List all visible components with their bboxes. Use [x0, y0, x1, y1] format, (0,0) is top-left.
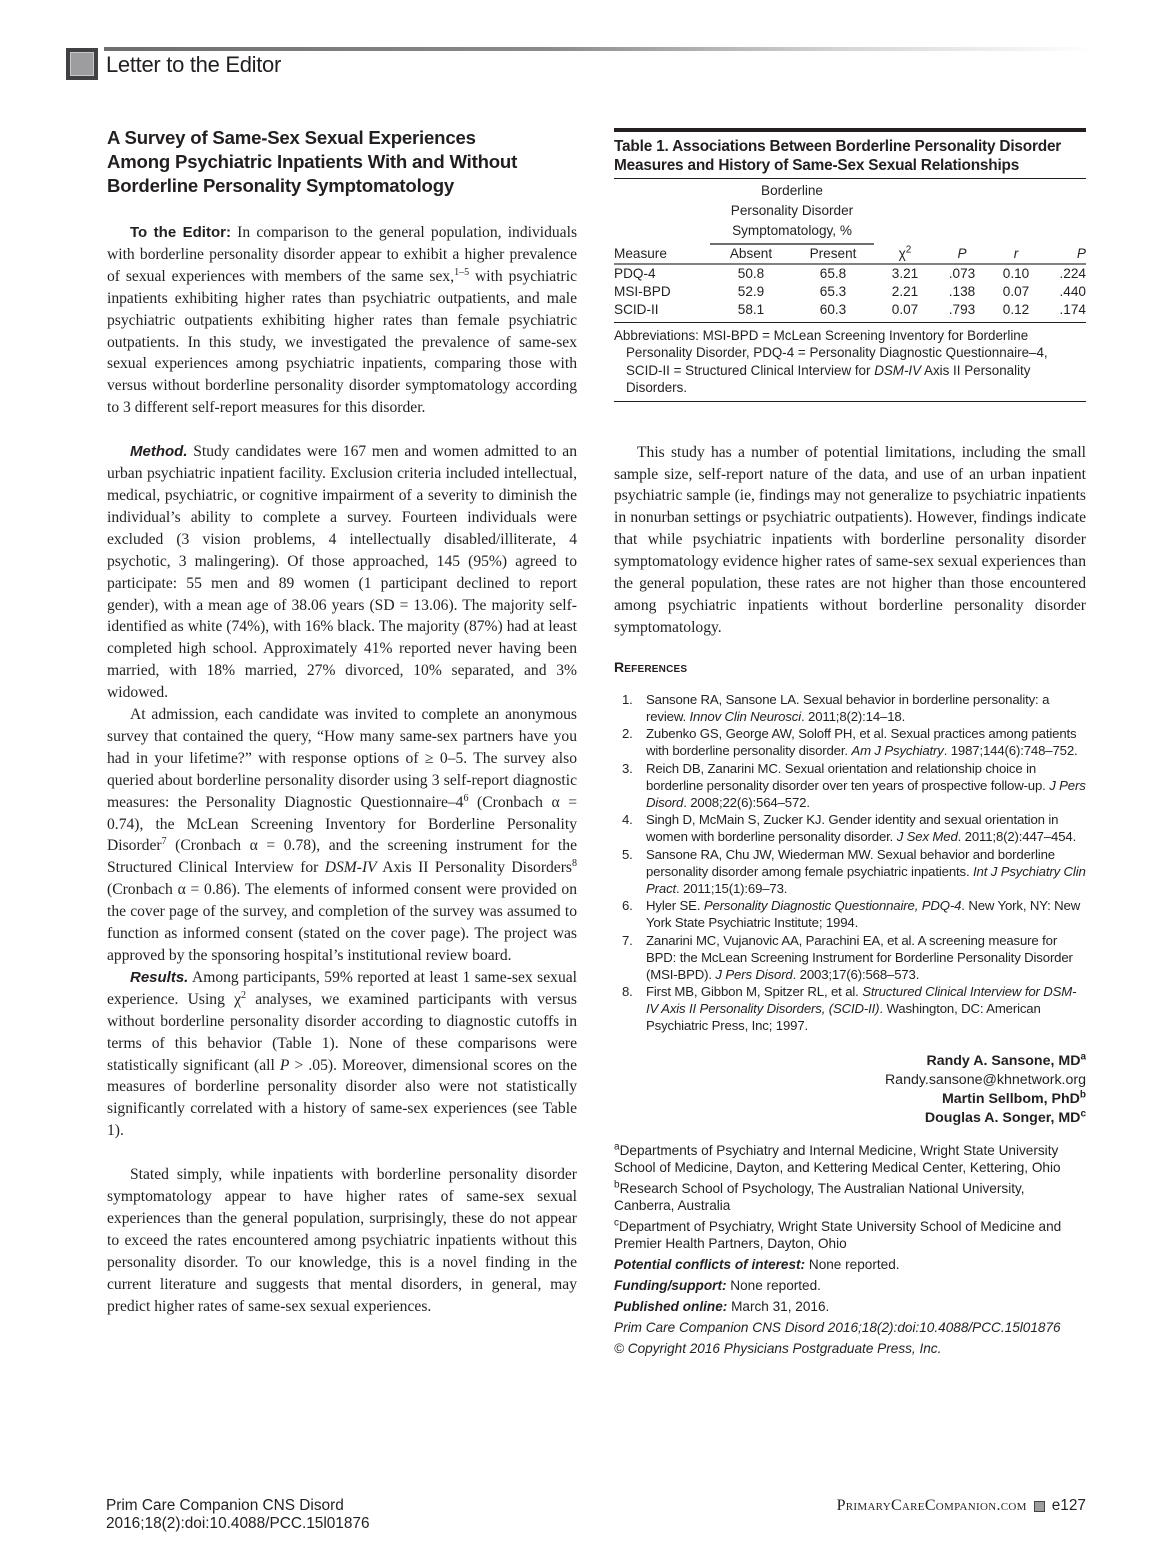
- citation-line: Prim Care Companion CNS Disord 2016;18(2):doi:10.4088/PCC.15l01876: [614, 1320, 1061, 1336]
- table-abbreviations: Abbreviations: MSI-BPD = McLean Screening Inventory for Borderline Personality Disorder, PDQ-4 = Personality Diagnostic Questionnaire–4, SCID-II = Structured Clinical Interview for DSM-IV Axis II Personality Disorders.: [614, 328, 1048, 396]
- author-name: Martin Sellbom, PhD$^b$: [941, 1089, 1086, 1108]
- affiliation-item: $^c$Department of Psychiatry, Wright State University School of Medicine and Premier Health Partners, Dayton, Ohio: [614, 1217, 1062, 1252]
- group-header-row: [614, 179, 1086, 245]
- conflicts-line: Potential conflicts of interest: None reported.: [614, 1257, 900, 1273]
- intro-paragraph: To the Editor: In comparison to the general population, individuals with borderline personality disorder appear to exhibit a higher prevalence of sexual experiences with members of the same sex,$^{1-5}$ with psychiatric inpatients exhibiting higher rates than psychiatric outpatients, and male psychiatric outpatients exhibiting higher rates than female psychiatric outpatients. In this study, we investigated the prevalence of same-sex sexual experiences among psychiatric inpatients, comparing those with versus without borderline personality disorder symptomatology according to 3 different self-report measures for this disorder.: [107, 224, 578, 417]
- reference-item: 8. First MB, Gibbon M, Spitzer RL, et al. Structured Clinical Interview for DSM-IV Axis II Personality Disorders, (SCID-II). Washington, DC: American Psychiatric Press, Inc; 1997.: [622, 984, 1077, 1034]
- results-paragraph: Results. Among participants, 59% reported at least 1 same-sex sexual experience. Using $\chi^2$ analyses, we examined participants with versus without borderline personality disorder according to diagnostic cutoffs in terms of this behavior (Table 1). None of these comparisons were statistically significant (all P > .05). Moreover, dimensional scores on the measures of borderline personality disorder also were not statistically significantly correlated with a history of same-sex experiences (see Table 1).: [107, 968, 577, 1140]
- funding-line: Funding/support: None reported.: [614, 1278, 821, 1294]
- admission-paragraph: At admission, each candidate was invited to complete an anonymous survey that contained the query, “How many same-sex partners have you had in your lifetime?” with response options of ≥ 0–5. The survey also queried about borderline personality disorder using 3 self-report diagnostic measures: the Personality Diagnostic Questionnaire–$4^6$ (Cronbach α = 0.74), the McLean Screening Inventory for Borderline Personality Disorder$^7$ (Cronbach α = 0.78), and the screening instrument for the Structured Clinical Interview for DSM-IV Axis II Personality Disorders$^8$ (Cronbach α = 0.86). The elements of informed consent were provided on the cover page of the survey, and completion of the survey was assumed to function as informed consent (stated on the cover page). The project was approved by the sponsoring hospital’s institutional review board.: [107, 706, 577, 964]
- data-table: [614, 179, 1086, 319]
- reference-item: 2. Zubenko GS, George AW, Soloff PH, et al. Sexual practices among patients with borderline personality disorder. Am J Psychiatry. 1987;144(6):748–752.: [622, 726, 1078, 759]
- footer-site-link[interactable]: PrimaryCareCompanion.com: [836, 1497, 1027, 1514]
- reference-item: 6. Hyler SE. Personality Diagnostic Questionnaire, PDQ-4. New York, NY: New York State Psychiatric Institute; 1994.: [622, 898, 1081, 931]
- col-r: r: [1013, 246, 1019, 261]
- reference-item: 7. Zanarini MC, Vujanovic AA, Parachini EA, et al. A screening measure for BPD: the McLean Screening Instrument for Borderline Personality Disorder (MSI-BPD). J Pers Disord. 2003;17(6):568–573.: [622, 932, 1073, 982]
- affiliation-item: $^b$Research School of Psychology, The Australian National University, Canberra, Australia: [614, 1179, 1025, 1214]
- author-name: Douglas A. Songer, $MD^c$: [924, 1108, 1086, 1127]
- col-p2: P: [1076, 246, 1086, 261]
- method-paragraph: Method. Study candidates were 167 men and women admitted to an urban psychiatric inpatient facility. Exclusion criteria included intellectual, medical, psychiatric, or cognitive impairment of a severity to diminish the individual’s ability to complete a survey. Fourteen individuals were excluded (3 vision problems, 4 intellectually disabled/illiterate, 4 psychotic, 3 malingering). Of those approached, 145 (95%) agreed to participate: 55 men and 89 women (1 participant declined to report gender), with a mean age of 38.06 years (SD = 13.06). The majority self-identified as white (74%), with 16% black. The majority (87%) had at least completed high school. Approximately 41% reported never having been married, with 18% married, 27% divorced, 10% separated, and 3% widowed.: [107, 443, 577, 702]
- table-row: MSI-BPD 52.9 65.3 2.21 .138 0.07 .440: [614, 284, 1086, 299]
- references-heading: References: [614, 658, 688, 675]
- page-number: e127: [1051, 1497, 1086, 1514]
- affiliation-item: $^a$Departments of Psychiatry and Internal Medicine, Wright State University School of Medicine, Dayton, and Kettering Medical Center, Kettering, Ohio: [614, 1141, 1061, 1176]
- published-line: Published online: March 31, 2016.: [614, 1299, 830, 1315]
- right-column: [614, 128, 1086, 1361]
- col-p1: P: [957, 246, 967, 261]
- author-block: [614, 1052, 1086, 1128]
- reference-item: 1. Sansone RA, Sansone LA. Sexual behavior in borderline personality: a review. Innov Clin Neurosci. 2011;8(2):14–18.: [622, 691, 1050, 724]
- article-meta: [614, 1256, 1086, 1358]
- col-measure: Measure: [614, 246, 667, 261]
- col-present: Present: [809, 246, 857, 261]
- gray-square-icon: [1034, 1501, 1045, 1512]
- table-row: SCID-II 58.1 60.3 0.07 .793 0.12 .174: [614, 302, 1086, 317]
- col-absent: Absent: [729, 246, 773, 261]
- footer-journal: Prim Care Companion CNS Disord 2016;18(2):doi:10.4088/PCC.15l01876: [106, 1497, 370, 1532]
- reference-item: 4. Singh D, McMain S, Zucker KJ. Gender identity and sexual orientation in women with borderline personality disorder. J Sex Med. 2011;8(2):447–454.: [622, 812, 1077, 845]
- table-row: PDQ-4 50.8 65.8 3.21 .073 0.10 .224: [614, 266, 1086, 281]
- footer-right: [837, 1497, 1086, 1515]
- group-header: Borderline Personality Disorder Symptomatology, %: [710, 179, 874, 245]
- gray-square-icon: [66, 48, 98, 80]
- affiliations: [614, 1142, 1086, 1252]
- table-bottom-rule: [614, 401, 1086, 402]
- table-top-rule: [614, 128, 1086, 132]
- reference-item: 3. Reich DB, Zanarini MC. Sexual orientation and relationship choice in borderline personality disorder over ten years of prospective follow-up. J Pers Disord. 2008;22(6):564–572.: [622, 760, 1086, 810]
- section-title: Letter to the Editor: [106, 52, 281, 77]
- col-chi-square: $\chi^2$: [898, 244, 912, 261]
- column-header-row: [614, 245, 1086, 264]
- limitations-paragraph: This study has a number of potential limitations, including the small sample size, self-report nature of the data, and use of an urban inpatient psychiatric sample (ie, findings may not generalize to psychiatric inpatients in nonurban settings or psychiatric outpatients). However, findings indicate that while psychiatric inpatients with borderline personality disorder symptomatology evidence higher rates of same-sex sexual experiences than the general population, these rates are not higher than those encountered among psychiatric inpatients without borderline personality disorder symptomatology.: [614, 443, 1086, 636]
- reference-item: 5. Sansone RA, Chu JW, Wiederman MW. Sexual behavior and borderline personality disorder among female psychiatric inpatients. Int J Psychiatry Clin Pract. 2011;15(1):69–73.: [622, 846, 1086, 896]
- table-1: [614, 128, 1086, 402]
- copyright-line: © Copyright 2016 Physicians Postgraduate Press, Inc.: [614, 1341, 942, 1357]
- conclusion-paragraph: Stated simply, while inpatients with borderline personality disorder symptomatology appear to have higher rates of same-sex sexual experiences than the general population, surprisingly, these do not appear to exceed the rates encountered among psychiatric inpatients without this personality disorder. To our knowledge, this is a novel finding in the current literature and suggests that mental disorders, in general, may predict higher rates of same-sex sexual experiences.: [107, 1166, 577, 1315]
- header-rule: [104, 47, 1094, 51]
- article-title: A Survey of Same-Sex Sexual Experiences Among Psychiatric Inpatients With and Without Borderline Personality Symptomatology: [107, 127, 518, 196]
- table-caption: Table 1. Associations Between Borderline Personality Disorder Measures and History of Same-Sex Sexual Relationships: [614, 138, 1062, 174]
- left-column: [107, 126, 577, 1318]
- author-email[interactable]: Randy.sansone@khnetwork.org: [884, 1072, 1086, 1089]
- references-list: [614, 691, 1086, 1035]
- author-name: Randy A. Sansone, $MD^a$: [926, 1051, 1086, 1070]
